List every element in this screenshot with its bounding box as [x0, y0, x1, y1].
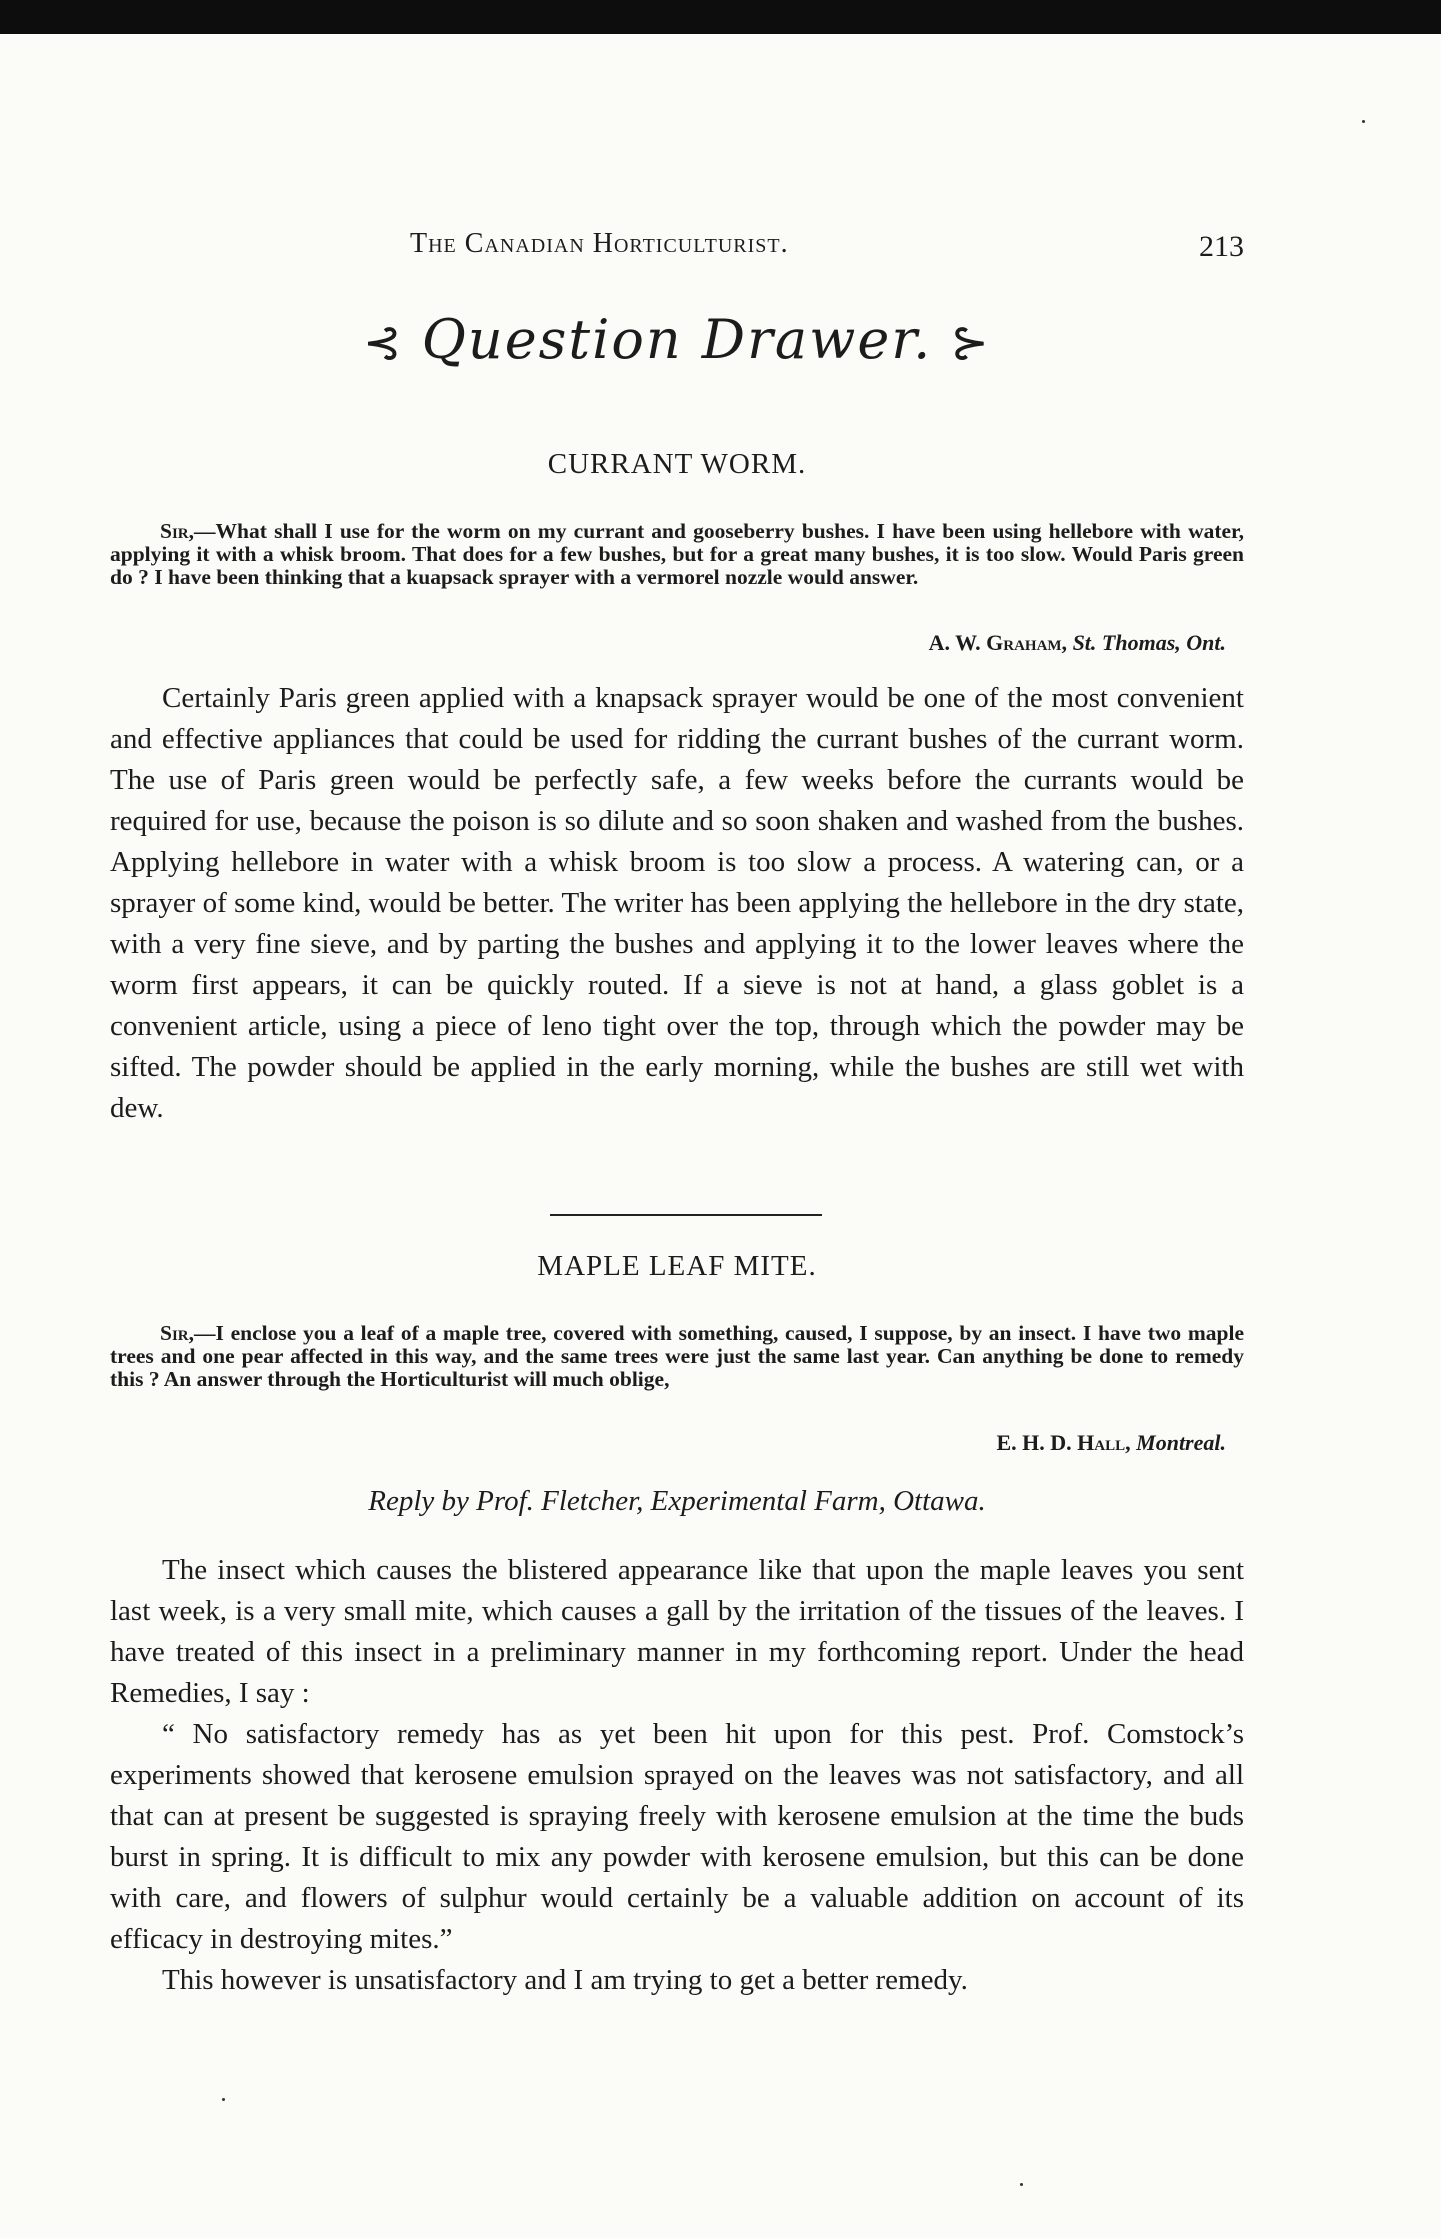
reply-quote: “ No satisfactory remedy has as yet been hit upon for this pest. Prof. Comstock’s experiments showed that kerosene emulsion sprayed on the leaves was not satisfactory, and all that can at present be suggested is spraying freely with kerosene emulsion at the time the buds burst in spring. It is difficult to mix any powder with kerosene emulsion, but this can be done with care, and flowers of sulphur would certainly be a valuable addition on account of its efficacy in destroying mites.” — [110, 1718, 1244, 1955]
department-title — [110, 308, 1244, 371]
letter-salutation: Sir, — [160, 1321, 195, 1345]
scan-top-border — [0, 0, 1441, 34]
reply-paragraph-1: The insect which causes the blistered appearance like that upon the maple leaves you sent last week, is a very small mite, which causes a gall by the irritation of the tissues of the leaves. I have treated of this insect in a preliminary manner in my forthcoming report. Under the head Remedies, I say : — [110, 1554, 1244, 1709]
currant-worm-answer: Certainly Paris green applied with a knapsack sprayer would be one of the most convenient and effective appliances that could be used for ridding the currant bushes of the currant worm. The use of Paris green would be perfectly safe, a few weeks before the currants would be required for use, because the poison is so dilute and so soon shaken and washed from the bushes. Applying hellebore in water with a whisk broom is too slow a process. A watering can, or a sprayer of some kind, would be better. The writer has been applying the hellebore in the dry state, with a very fine sieve, and by parting the bushes and applying it to the lower leaves where the worm first appears, it can be quickly routed. If a sieve is not at hand, a glass goblet is a convenient article, using a piece of leno tight over the top, through which the powder may be sifted. The powder should be applied in the early morning, while the bushes are still wet with dew. — [110, 682, 1244, 1124]
letter-salutation: Sir, — [160, 519, 195, 543]
journal-title: The Canadian Horticulturist. — [410, 228, 789, 259]
ornament-left-icon: ⊰ — [363, 315, 404, 369]
scan-speck — [222, 2098, 225, 2101]
scan-speck — [1362, 120, 1365, 123]
section-divider — [550, 1214, 822, 1216]
letter-body: —I enclose you a leaf of a maple tree, covered with something, caused, I suppose, by an insect. I have two maple trees and one pear affected in this way, and the same trees were just the same last year. Can anything be done to remedy this ? An answer through the Horticulturist will much oblige, — [110, 1321, 1244, 1391]
page-number: 213 — [1199, 230, 1244, 263]
reply-attribution: Reply by Prof. Fletcher, Experimental Farm, Ottawa. — [368, 1485, 986, 1517]
maple-leaf-mite-letter — [110, 1322, 1244, 1391]
signature-place: St. Thomas, Ont. — [1072, 630, 1226, 655]
running-head — [110, 228, 1244, 268]
signature-place: Montreal. — [1136, 1430, 1226, 1455]
letter-body: —What shall I use for the worm on my currant and gooseberry bushes. I have been using hellebore with water, applying it with a whisk broom. That does for a few bushes, but for a great many bushes, it is too slow. Would Paris green do ? I have been thinking that a kuapsack sprayer with a vermorel nozzle would answer. — [110, 519, 1244, 589]
signature-name: E. H. D. Hall, — [996, 1430, 1131, 1455]
scan-speck — [1020, 2183, 1023, 2186]
currant-worm-heading: CURRANT WORM. — [547, 448, 807, 480]
department-title-text: Question Drawer. — [421, 308, 933, 371]
maple-leaf-mite-signature — [997, 1430, 1227, 1456]
maple-leaf-mite-heading: MAPLE LEAF MITE. — [537, 1250, 817, 1282]
currant-worm-letter — [110, 520, 1244, 589]
ornament-right-icon: ⊱ — [950, 315, 991, 369]
signature-name: A. W. Graham, — [928, 630, 1068, 655]
currant-worm-signature — [929, 630, 1226, 656]
reply-body — [110, 1550, 1244, 2001]
reply-paragraph-2: This however is unsatisfactory and I am trying to get a better remedy. — [162, 1964, 968, 1996]
